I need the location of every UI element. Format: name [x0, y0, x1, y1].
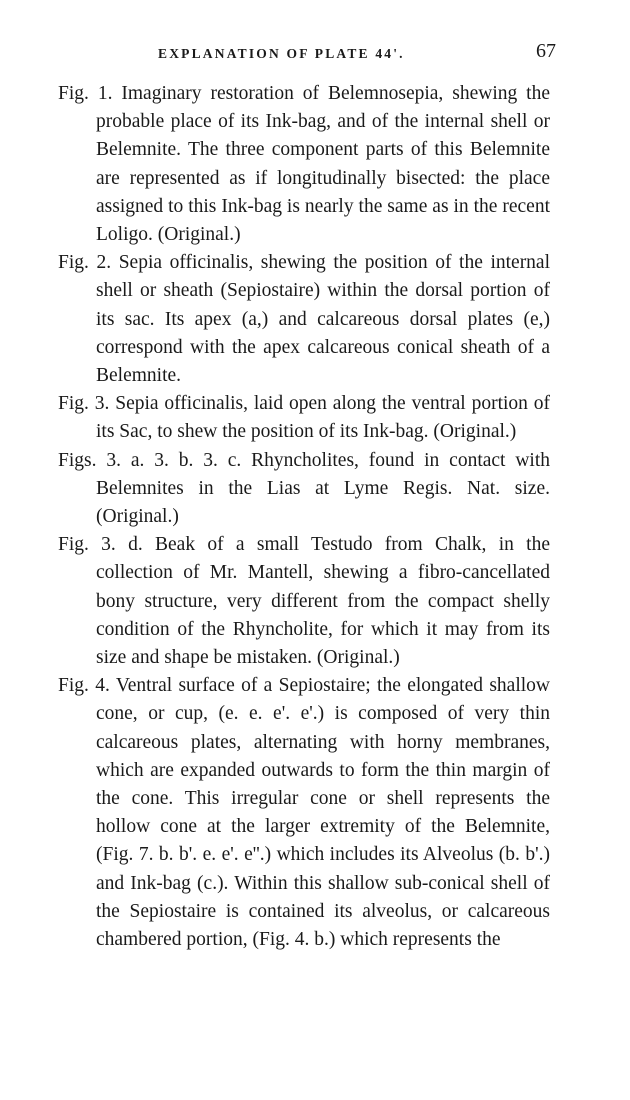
running-head-title: EXPLANATION OF PLATE 44'.: [158, 46, 405, 61]
figure-description: Sepia officinalis, laid open along the ventral portion of its Sac, to shew the position of its Ink-bag. (Original.): [96, 393, 551, 443]
running-head: [58, 40, 556, 66]
page-number: 67: [536, 40, 556, 62]
figure-label: Fig. 2.: [58, 252, 112, 274]
figure-entry-4: [58, 672, 550, 954]
figure-label: Fig. 1.: [58, 83, 113, 104]
figure-entry-1: [58, 80, 550, 249]
figure-label: Fig. 3. d.: [58, 534, 143, 556]
figure-description: Ventral surface of a Sepiostaire; the elongated shallow cone, or cup, (e. e. e'. e'.) is composed of very thin calcareous plates, alternating with horny membranes, which are expanded outwards to form the thin margin of the cone. This irregular cone or shell represents the hollow cone at the larger extremity of the Belemnite, (Fig. 7. b. b'. e. e'. e''.) which includes its Alveolus (b. b'.) and Ink-bag (c.). Within this shallow sub-conical shell of the Sepiostaire is contained its alveolus, or calcareous chambered portion, (Fig. 4. b.) which represents the: [96, 675, 550, 951]
figure-description: Beak of a small Testudo from Chalk, in the collection of Mr. Mantell, shewing a fibro-cancellated bony structure, very different from the compact shelly condition of the Rhyncholite, for which it may from its size and shape be mistaken. (Original.): [96, 534, 551, 669]
figure-description: Sepia officinalis, shewing the position of the internal shell or sheath (Sepiostaire) within the dorsal portion of its sac. Its apex (a,) and calcareous dorsal plates (e,) correspond with the apex calcareous conical sheath of a Belemnite.: [96, 252, 551, 387]
figure-label: Figs. 3. a. 3. b. 3. c.: [58, 449, 242, 471]
figure-entry-2: [58, 249, 550, 390]
figure-label: Fig. 4.: [58, 675, 110, 697]
figure-entry-3abc: [58, 447, 550, 532]
figure-entry-3d: [58, 531, 550, 672]
figure-explanations: [58, 80, 550, 954]
figure-description: Rhyncholites, found in contact with Belemnites in the Lias at Lyme Regis. Nat. size. (Original.): [96, 449, 551, 528]
figure-description: Imaginary restoration of Belemnosepia, shewing the probable place of its Ink-bag, and of the internal shell or Belemnite. The three component parts of this Belemnite are represented as if longitudinally bisected: the place assigned to this Ink-bag is nearly the same as in the recent Loligo. (Original.): [96, 83, 550, 246]
figure-label: Fig. 3.: [58, 393, 110, 415]
figure-entry-3: [58, 390, 550, 446]
